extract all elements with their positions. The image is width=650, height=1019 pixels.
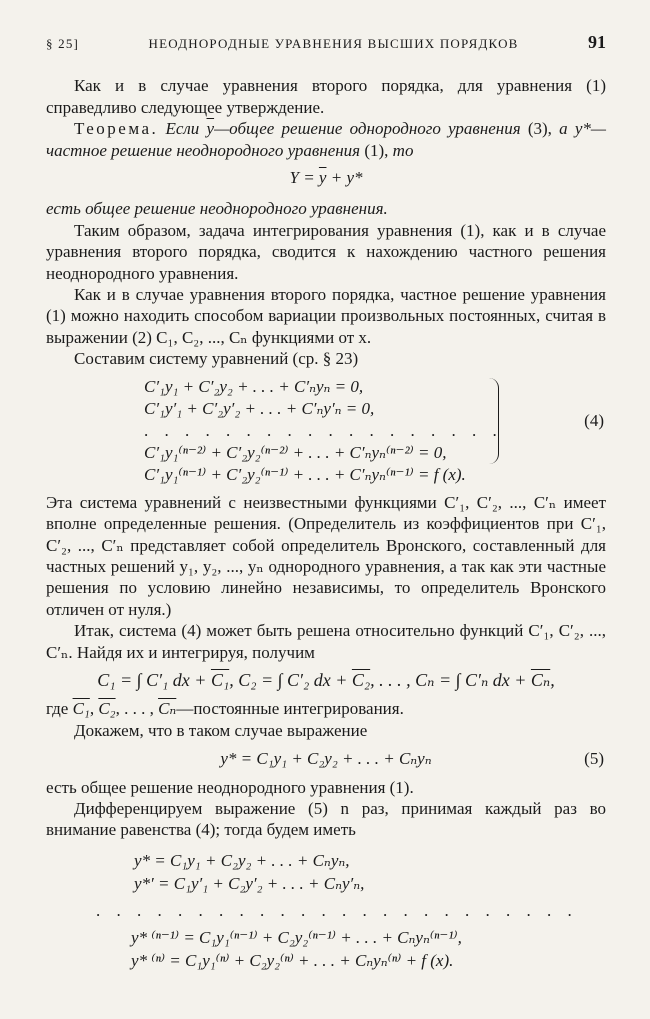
theorem-ref3: (3), (527, 119, 552, 139)
paragraph-integration-task: Таким образом, задача интегрирования уравнения (1), как и в случае уравнения второго порядка, сводится к нахождению частного решения неоднородного уравнения. (46, 220, 606, 283)
formula-ybar: $\overline{y}$ (318, 168, 327, 188)
equation-tag-5: (5) (584, 749, 604, 769)
theorem-label: Теорема. (74, 119, 159, 139)
system4-row1: C′₁y₁ + C′₂y₂ + . . . + C′ₙyₙ = 0, (144, 376, 364, 396)
theorem-text-a: Если (165, 119, 200, 139)
running-title: НЕОДНОРОДНЫЕ УРАВНЕНИЯ ВЫСШИХ ПОРЯДКОВ (148, 36, 519, 51)
system4-dots: . . . . . . . . . . . . . . . . . . (144, 420, 503, 440)
running-header (46, 32, 606, 54)
paragraph-differentiate: Дифференцируем выражение (5) n раз, принимая каждый раз во внимание равенства (4); тогда будем иметь (46, 798, 606, 840)
constants-desc: —постоянные интегрирования. (176, 699, 404, 719)
equation-5 (46, 748, 606, 769)
derivative-system (46, 849, 606, 972)
derivative-row1: y* = C₁y₁ + C₂y₂ + . . . + Cₙyₙ, (134, 850, 350, 870)
system4-row4: C′₁y₁⁽ⁿ⁻¹⁾ + C′₂y₂⁽ⁿ⁻¹⁾ + . . . + C′ₙyₙ⁽ⁿ⁻¹⁾ = f (x). (144, 464, 466, 484)
paragraph-constants: где C₁, C₂, . . . , $\overline{C_n}—постоянные$ интегрирования. (46, 699, 404, 719)
paragraph-variation-method: Как и в случае уравнения второго порядка, частное решение уравнения (1) можно находить способом вариации произвольных постоянных, считая в выражении (2) C₁, C₂, ..., Cₙ функциями от x. (46, 285, 606, 347)
integral-2: , C₂ = ∫ C′₂ dx + (229, 669, 352, 690)
theorem-ref1: (1), (364, 140, 389, 160)
integrals-formula (46, 670, 606, 691)
constant-cn: $\overline{C_n}$ (158, 699, 177, 719)
theorem-conclusion: есть общее решение неоднородного уравнения. (46, 199, 388, 219)
constant-c2: C₂ (98, 699, 116, 719)
formula-lhs: Y = (289, 168, 319, 188)
formula-general-solution (46, 167, 606, 188)
integral-n-const: $\overline{C_n}$ (530, 669, 551, 690)
paragraph-wronskian: Эта система уравнений с неизвестными функциями C′₁, C′₂, ..., C′ₙ имеет вполне определенные решения. (Определитель из коэффициентов при C′₁, C′₂, ..., C′ₙ представляет собой определитель Вронского, составленный для частных решений y₁, y₂, ..., yₙ однородного уравнения, а так как эти частные решения по условию линейно независимы, то определитель Вронского отличен от нуля.) (46, 492, 606, 619)
system4-row2: C′₁y′₁ + C′₂y′₂ + . . . + C′ₙy′ₙ = 0, (144, 398, 375, 418)
formula-rhs: + y* (326, 168, 363, 188)
paragraph-compose-system: Составим систему уравнений (ср. § 23) (74, 349, 359, 369)
system4-row3: C′₁y₁⁽ⁿ⁻²⁾ + C′₂y₂⁽ⁿ⁻²⁾ + . . . + C′ₙyₙ⁽ⁿ⁻²⁾ = 0, (144, 442, 447, 462)
derivative-dots: . . . . . . . . . . . . . . . . . . . . . . . . (96, 900, 578, 920)
integral-1-const: C₁ (210, 669, 230, 690)
paragraph-intro: Как и в случае уравнения второго порядка, для уравнения (1) справедливо следующее утверждение. (46, 76, 606, 117)
page-number: 91 (587, 32, 606, 52)
integral-n: , . . . , Cₙ = ∫ C′ₙ dx + (370, 669, 531, 690)
theorem (46, 118, 606, 161)
theorem-text-d: то (392, 140, 414, 160)
integral-end: , (550, 669, 555, 690)
equation-system-4 (46, 376, 606, 486)
constants-dots: , . . . , (115, 699, 154, 719)
theorem-text-c: а y*—частное решение неоднородного уравнения (46, 119, 606, 160)
paragraph-prove: Докажем, что в таком случае выражение (74, 720, 368, 740)
constants-where: где (46, 699, 69, 719)
integral-1: C₁ = ∫ C′₁ dx + (97, 669, 211, 690)
derivative-row3: y* ⁽ⁿ⁻¹⁾ = C₁y₁⁽ⁿ⁻¹⁾ + C₂y₂⁽ⁿ⁻¹⁾ + . . . + Cₙyₙ⁽ⁿ⁻¹⁾, (131, 927, 462, 947)
equation-tag-4: (4) (584, 410, 604, 430)
equation-5-body: y* = C₁y₁ + C₂y₂ + . . . + Cₙyₙ (220, 749, 432, 769)
book-page (46, 32, 606, 972)
derivative-row2: y*′ = C₁y′₁ + C₂y′₂ + . . . + Cₙy′ₙ, (134, 873, 365, 893)
constant-c1: C₁ (72, 699, 90, 719)
theorem-ybar: $\overline{y}$ (206, 119, 215, 139)
paragraph-solve-system: Итак, система (4) может быть решена относительно функций C′₁, C′₂, ..., C′ₙ. Найдя их и интегрируя, получим (46, 621, 606, 662)
integral-2-const: C₂ (351, 669, 371, 690)
section-number: § 25] (46, 36, 80, 51)
derivative-row4: y* ⁽ⁿ⁾ = C₁y₁⁽ⁿ⁾ + C₂y₂⁽ⁿ⁾ + . . . + Cₙyₙ⁽ⁿ⁾ + f (x). (131, 950, 454, 970)
right-brace (486, 378, 499, 464)
theorem-text-b: —общее решение однородного уравнения (214, 119, 521, 139)
paragraph-general-solution: есть общее решение неоднородного уравнения (1). (46, 777, 414, 797)
